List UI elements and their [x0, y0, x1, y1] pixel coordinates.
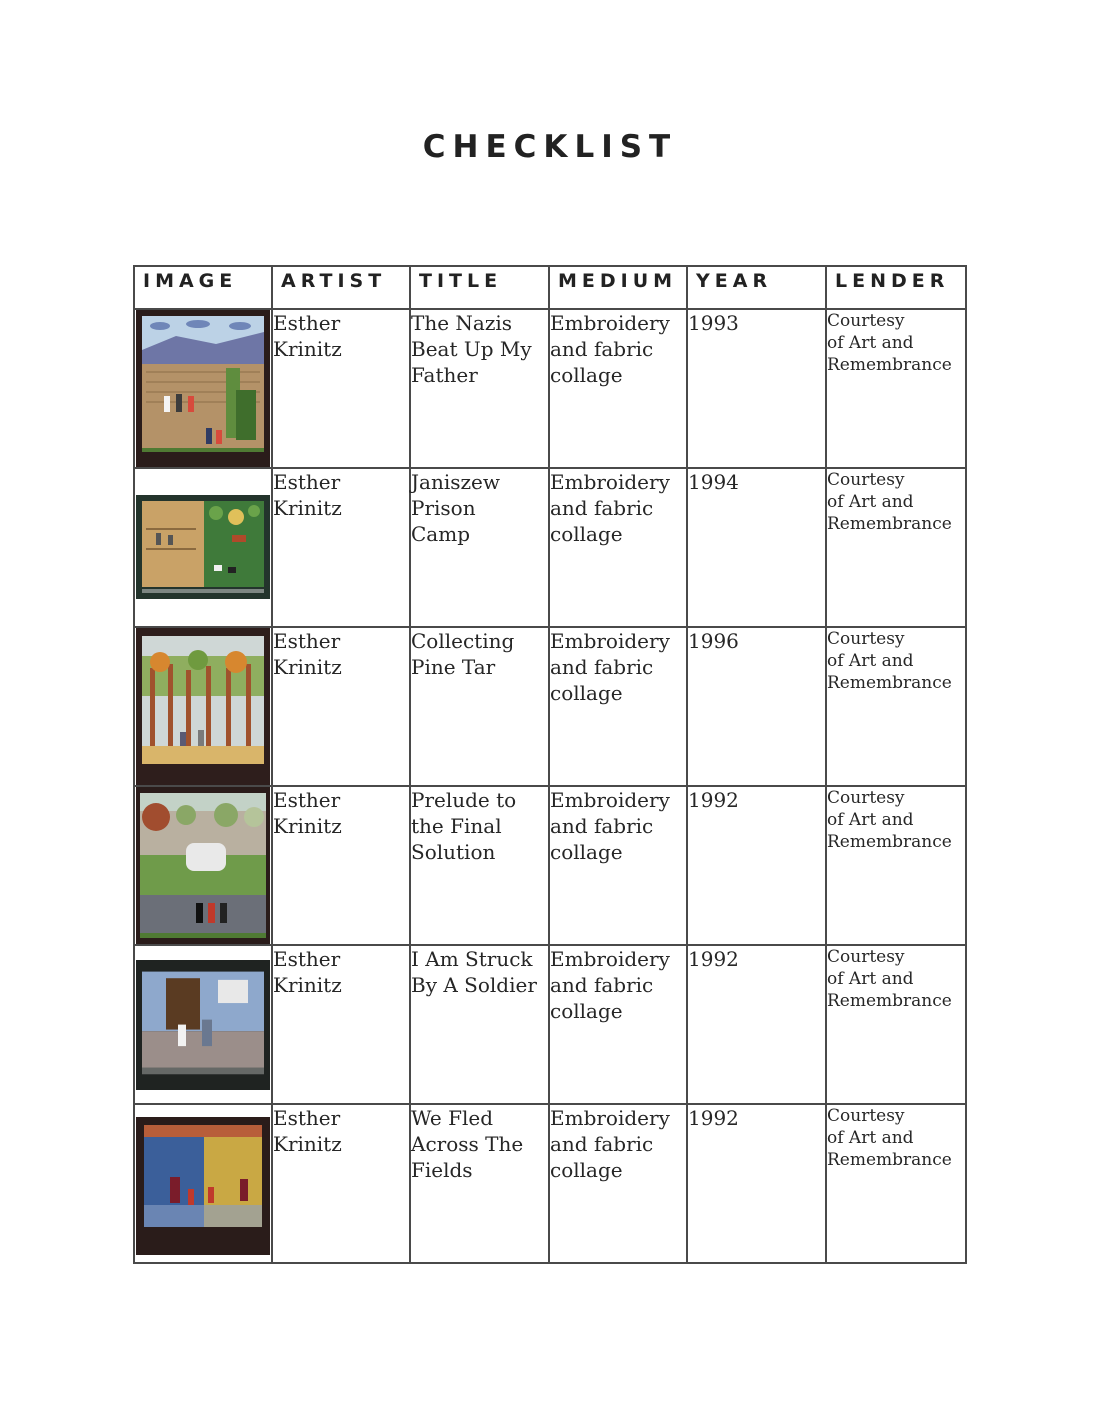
cell-medium-line: Embroidery	[550, 470, 670, 494]
cell-artist	[272, 1104, 410, 1263]
cell-title-line: Father	[411, 363, 478, 387]
cell-lender-line: Remembrance	[827, 832, 952, 852]
table-row	[134, 468, 966, 627]
cell-artist-line: Esther	[273, 311, 341, 335]
cell-lender-line: Courtesy	[827, 788, 905, 808]
cell-lender	[826, 786, 966, 945]
cell-lender-line: of Art and	[827, 810, 914, 830]
cell-title-line: I Am Struck	[411, 947, 533, 971]
cell-lender-line: of Art and	[827, 651, 914, 671]
cell-title	[410, 1104, 549, 1263]
cell-medium	[549, 1104, 687, 1263]
cell-title-line: We Fled	[411, 1106, 494, 1130]
cell-lender	[826, 945, 966, 1104]
cell-year: 1992	[687, 786, 826, 945]
cell-medium-line: Embroidery	[550, 311, 670, 335]
cell-artist	[272, 627, 410, 786]
cell-artist-line: Esther	[273, 470, 341, 494]
cell-lender-line: Remembrance	[827, 673, 952, 693]
cell-lender-line: of Art and	[827, 1128, 914, 1148]
cell-image	[134, 1104, 272, 1263]
cell-lender-line: Courtesy	[827, 629, 905, 649]
cell-medium-line: collage	[550, 999, 623, 1023]
cell-image	[134, 945, 272, 1104]
cell-artist-line: Krinitz	[273, 973, 342, 997]
artwork-thumbnail	[136, 628, 270, 785]
cell-artist	[272, 945, 410, 1104]
cell-artist-line: Krinitz	[273, 337, 342, 361]
artwork-thumbnail	[136, 787, 270, 944]
cell-lender-line: Remembrance	[827, 355, 952, 375]
artwork-thumbnail	[136, 310, 270, 467]
table-row	[134, 1104, 966, 1263]
cell-title-line: Pine Tar	[411, 655, 496, 679]
cell-year: 1992	[687, 1104, 826, 1263]
cell-title	[410, 786, 549, 945]
cell-title-line: By A Soldier	[411, 973, 537, 997]
page-title: CHECKLIST	[422, 128, 678, 165]
cell-lender	[826, 1104, 966, 1263]
cell-title-line: Beat Up My	[411, 337, 532, 361]
cell-artist-line: Krinitz	[273, 1132, 342, 1156]
cell-medium-line: and fabric	[550, 973, 654, 997]
cell-medium-line: collage	[550, 522, 623, 546]
cell-title-line: Prison	[411, 496, 476, 520]
cell-artist-line: Esther	[273, 788, 341, 812]
cell-medium-line: collage	[550, 840, 623, 864]
cell-medium-line: collage	[550, 681, 623, 705]
cell-title-line: Janiszew	[411, 470, 500, 494]
cell-lender-line: Remembrance	[827, 1150, 952, 1170]
cell-medium-line: Embroidery	[550, 947, 670, 971]
header-medium: MEDIUM	[549, 266, 687, 309]
cell-year: 1992	[687, 945, 826, 1104]
cell-medium	[549, 309, 687, 468]
cell-medium-line: and fabric	[550, 496, 654, 520]
cell-lender	[826, 468, 966, 627]
header-year: YEAR	[687, 266, 826, 309]
cell-artist-line: Esther	[273, 947, 341, 971]
cell-lender-line: Remembrance	[827, 991, 952, 1011]
cell-lender-line: Courtesy	[827, 1106, 905, 1126]
header-title: TITLE	[410, 266, 549, 309]
cell-artist-line: Esther	[273, 629, 341, 653]
cell-image	[134, 627, 272, 786]
cell-title-line: Across The	[411, 1132, 524, 1156]
table-row	[134, 786, 966, 945]
cell-lender-line: Courtesy	[827, 947, 905, 967]
artwork-thumbnail	[136, 469, 270, 626]
cell-artist-line: Esther	[273, 1106, 341, 1130]
cell-medium-line: collage	[550, 1158, 623, 1182]
cell-lender	[826, 309, 966, 468]
artwork-thumbnail	[136, 1105, 270, 1262]
cell-title	[410, 309, 549, 468]
table-header-row	[134, 266, 966, 309]
cell-title-line: Solution	[411, 840, 496, 864]
cell-artist-line: Krinitz	[273, 655, 342, 679]
cell-title-line: Prelude to	[411, 788, 517, 812]
cell-title-line: The Nazis	[411, 311, 513, 335]
cell-medium	[549, 627, 687, 786]
cell-medium-line: and fabric	[550, 337, 654, 361]
cell-lender-line: Courtesy	[827, 470, 905, 490]
cell-medium-line: Embroidery	[550, 629, 670, 653]
cell-lender-line: Courtesy	[827, 311, 905, 331]
cell-lender-line: Remembrance	[827, 514, 952, 534]
cell-title-line: Camp	[411, 522, 470, 546]
checklist-table	[133, 265, 967, 1264]
header-artist: ARTIST	[272, 266, 410, 309]
header-image: IMAGE	[134, 266, 272, 309]
cell-artist-line: Krinitz	[273, 496, 342, 520]
table-row	[134, 945, 966, 1104]
artwork-thumbnail	[136, 960, 270, 1090]
cell-medium	[549, 786, 687, 945]
cell-medium-line: Embroidery	[550, 1106, 670, 1130]
cell-medium-line: Embroidery	[550, 788, 670, 812]
table-row	[134, 627, 966, 786]
cell-title	[410, 627, 549, 786]
cell-image	[134, 468, 272, 627]
cell-year: 1996	[687, 627, 826, 786]
cell-medium-line: and fabric	[550, 655, 654, 679]
cell-artist	[272, 309, 410, 468]
cell-title-line: the Final	[411, 814, 502, 838]
cell-lender	[826, 627, 966, 786]
cell-lender-line: of Art and	[827, 492, 914, 512]
cell-artist-line: Krinitz	[273, 814, 342, 838]
cell-image	[134, 309, 272, 468]
cell-medium-line: and fabric	[550, 814, 654, 838]
header-lender: LENDER	[826, 266, 966, 309]
cell-title	[410, 468, 549, 627]
cell-lender-line: of Art and	[827, 333, 914, 353]
table-row	[134, 309, 966, 468]
cell-title	[410, 945, 549, 1104]
cell-medium-line: and fabric	[550, 1132, 654, 1156]
cell-lender-line: of Art and	[827, 969, 914, 989]
cell-artist	[272, 786, 410, 945]
cell-year: 1993	[687, 309, 826, 468]
cell-title-line: Collecting	[411, 629, 515, 653]
cell-year: 1994	[687, 468, 826, 627]
cell-medium	[549, 468, 687, 627]
cell-artist	[272, 468, 410, 627]
cell-medium-line: collage	[550, 363, 623, 387]
cell-image	[134, 786, 272, 945]
cell-medium	[549, 945, 687, 1104]
cell-title-line: Fields	[411, 1158, 473, 1182]
